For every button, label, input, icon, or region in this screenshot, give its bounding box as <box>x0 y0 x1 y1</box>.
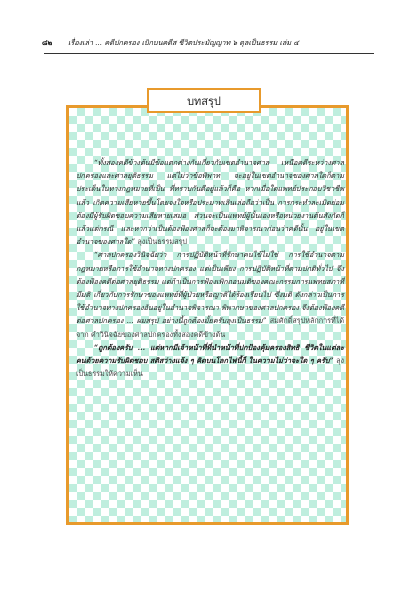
paragraph <box>76 248 344 340</box>
section-title: บทสรุป <box>187 94 221 108</box>
running-title: เรื่องเล่า ... คดีปกครอง เบิกบนคดีส ชีวิตประมัญญาท ๖ ดุลเป็นธรรม เล่ม ๔ <box>68 38 299 47</box>
page-number: ๘๒ <box>42 38 53 47</box>
header-rule <box>44 53 374 54</box>
section-title-box <box>147 88 261 113</box>
paragraph <box>76 156 344 248</box>
paragraph-quote: “ทั้งสองคดีข้างต้นมีข้อแตกต่างกันเกี่ยวกับเขตอำนาจศาล เหนือคดีระหว่างศาลปกครองและศาลยุติธรรม แต่ไม่ว่าข้อพิพาท จะอยู่ในเขตอำนาจของศาลใดก็ตาม ประเด็นในทางกฎหมายที่เป็น ที่ทราบกันดีอยู่แล้วก็คือ หากเมื่อใดแพทย์ประกอบวิชาชีพแล้ว เกิดความเสียหายขึ้นโดยจงใจหรือประมาทเลินเล่อถือว่าเป็น การกระทำละเมิดย่อมต้องมีผู้รับผิดชอบความเสียหายเสมอ ส่วนจะเป็นแพทย์ผู้นั้นเองหรือหน่วยงานต้นสังกัดก็แล้วแต่กรณี และหากว่าเป็นต้องฟ้องศาลก็จะต้องมาพิจารณาก่อนว่าคดีนั้น อยู่ในเขตอำนาจของศาลใด” <box>76 158 344 247</box>
paragraph-attribution: ลุงเป็นธรรมสรุป <box>137 237 187 247</box>
paragraph <box>76 341 344 381</box>
paragraph-quote: “ศาลปกครองวินิจฉัยว่า การปฏิบัติหน้าที่รักษาคนไข้ไม่ใช่ การใช้อำนาจตามกฎหมายหรือการใช้อำนาจทางปกครอง แต่เป็นเพียง การปฏิบัติหน้าที่ตามปกติทั่วไป จึงต้องฟ้องคดีต่อศาลยุติธรรม แต่ถ้าเป็นการฟ้องเพิกถอนมติของคณะกรรมการแพทยสภาที่มีมติ เกี่ยวกับการรักษาของแพทย์ที่ผู้ป่วยหรือญาติได้ร้องเรียนไป ซึ่งมติ ดังกล่าวเป็นการใช้อำนาจทางปกครองอันอยู่ในอำนาจพิจารณา พิพากษาของศาลปกครอง จึงต้องฟ้องคดีต่อศาลปกครอง ... ผมสรุป อย่างนี้ถูกต้องมั้ยครับลุงเป็นธรรม” <box>76 250 344 326</box>
paragraph-quote: “ถูกต้องครับ ... แต่หากมีเจ้าหน้าที่ที่นำหน้าที่ปกป้องคุ้มครองสิทธิ ชีวิตในแต่ละคนด้วยความรับผิดชอบ สติสว่างแจ้ง ๆ คิดบนโลกไฟนี้ก็ ในความไม่ว่าจะใด ๆ ครับ” <box>76 342 344 366</box>
running-header <box>42 38 382 50</box>
body-text <box>76 156 344 380</box>
paragraph-attribution: สมศักดิ์สรุปหลักการที่ได้จาก คำวินิจฉัยของศาลปกครองทั้งสองคดีข้างต้น <box>76 316 344 339</box>
paragraph-attribution: ลุงเป็นธรรมให้ความเห็น <box>76 356 344 379</box>
